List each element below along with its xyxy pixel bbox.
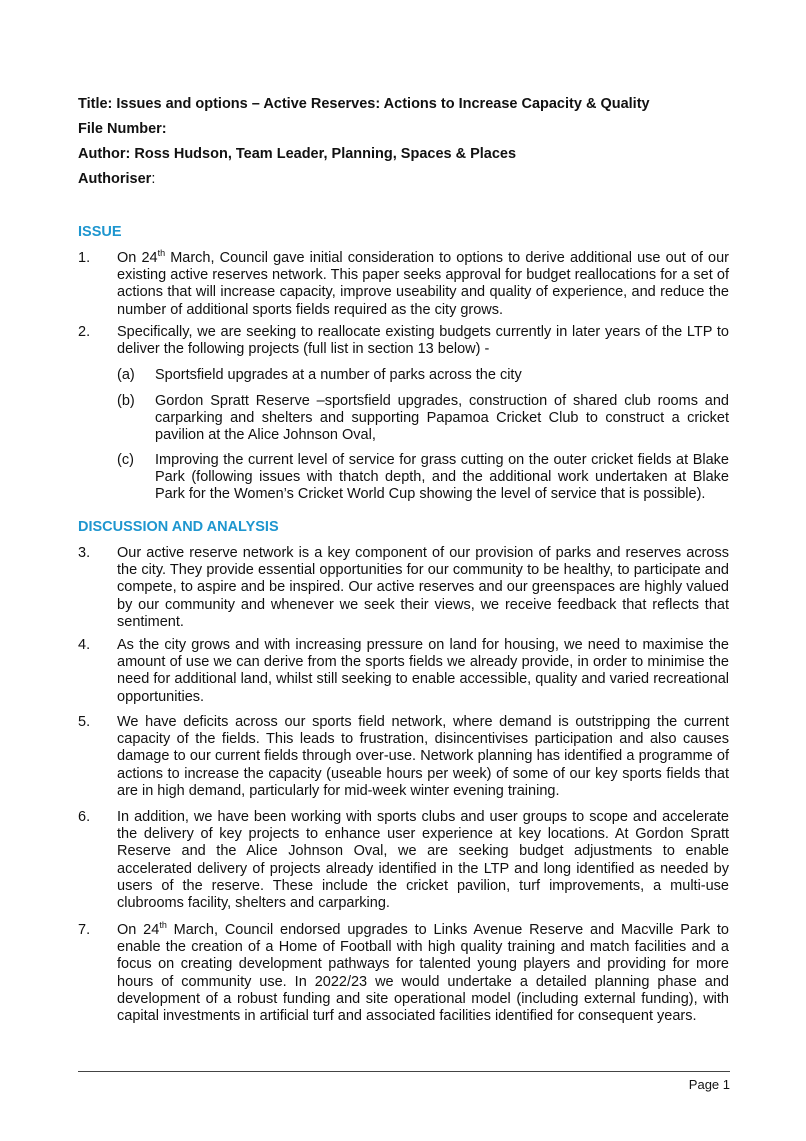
footer-divider: [78, 1071, 730, 1072]
paragraph-text-rest: March, Council endorsed upgrades to Links Avenue Reserve and Macville Park to enable the creation of a Home of Football with high quality training and match facilities and a focus on creating development pathways for talented young players and providing for more hours of community use. In 2022/23 we would undertake a detailed planning phase and development of a robust funding and site operational model (including external funding), with capital investments in artificial turf and associated facilities identified for consequent years.: [117, 922, 729, 1025]
paragraph-text: [117, 250, 729, 319]
sub-item-text: Sportsfield upgrades at a number of parks across the city: [155, 367, 522, 383]
authoriser-line: [78, 171, 728, 188]
paragraph-text-start: On 24: [117, 922, 160, 938]
paragraph-2: [78, 324, 729, 358]
paragraph-text: Specifically, we are seeking to reallocate existing budgets currently in later years of the LTP to deliver the following projects (full list in section 13 below) -: [117, 324, 729, 358]
paragraph-1: [78, 250, 729, 319]
sub-item-text: Improving the current level of service for grass cutting on the outer cricket fields at Blake Park (following issues with thatch depth, and the additional work undertaken at Blake Park for the Women’s Cricket World Cup showing the level of service that is possible).: [155, 452, 729, 503]
sub-item-text: Gordon Spratt Reserve –sportsfield upgrades, construction of shared club rooms and carparking and shelters and supporting Papamoa Cricket Club to construct a cricket pavilion at the Alice Johnson Oval,: [155, 393, 729, 444]
paragraph-number: 3.: [78, 545, 91, 561]
ordinal-suffix: th: [157, 248, 166, 258]
paragraph-number: 7.: [78, 922, 91, 938]
authoriser-colon: :: [151, 171, 156, 187]
paragraph-text-rest: March, Council gave initial consideration to options to derive additional use out of our existing active reserves network. This paper seeks approval for budget reallocations for a set of actions that will increase capacity, improve useability and quality of experience, and reduce the number of additional sports fields required as the city grows.: [117, 250, 730, 318]
paragraph-text: As the city grows and with increasing pressure on land for housing, we need to maximise the amount of use we can derive from the sports fields we already provide, in order to minimise the need for additional land, whilst still seeking to enable accessible, quality and varied recreational opportunities.: [117, 637, 729, 705]
title-line: Title: Issues and options – Active Reserves: Actions to Increase Capacity & Quality: [78, 96, 650, 112]
discussion-heading: DISCUSSION AND ANALYSIS: [78, 519, 279, 535]
page-number: Page 1: [688, 1077, 730, 1092]
paragraph-text: Our active reserve network is a key component of our provision of parks and reserves across the city. They provide essential opportunities for our community to be healthy, to participate and compete, to aspire and be inspired. Our active reserves and our greenspaces are highly valued by our community and whenever we seek their views, we receive feedback that reflects that sentiment.: [117, 545, 729, 630]
paragraph-number: 2.: [78, 324, 91, 340]
author-line: Author: Ross Hudson, Team Leader, Planning, Spaces & Places: [78, 146, 517, 162]
sub-item-a: [117, 367, 729, 384]
file-number-line: File Number:: [78, 121, 167, 137]
sub-item-b: [117, 393, 729, 445]
sub-item-letter: (c): [117, 452, 134, 468]
paragraph-5: [78, 714, 729, 800]
sub-item-c: [117, 452, 729, 504]
document-header: [78, 96, 728, 196]
ordinal-suffix: th: [159, 920, 167, 930]
paragraph-number: 6.: [78, 809, 91, 825]
paragraph-4: [78, 637, 729, 706]
paragraph-text-start: On 24: [117, 250, 158, 266]
paragraph-text: We have deficits across our sports field network, where demand is outstripping the current capacity of the fields. This leads to frustration, disincentivises participation and also causes damage to our current fields through over-use. Network planning has identified a programme of actions to increase the capacity (useable hours per week) of some of our key sports fields that are in high demand, particularly for mid-week winter evening training.: [117, 714, 729, 799]
paragraph-number: 4.: [78, 637, 91, 653]
paragraph-3: [78, 545, 729, 631]
paragraph-number: 5.: [78, 714, 91, 730]
paragraph-7: [78, 922, 729, 1025]
authoriser-label: Authoriser: [78, 171, 152, 187]
sub-item-letter: (a): [117, 367, 135, 383]
paragraph-text: In addition, we have been working with sports clubs and user groups to scope and accelerate the delivery of key projects to enhance user experience at key locations. At Gordon Spratt Reserve and the Alice Johnson Oval, we are seeking budget adjustments to enable accelerated delivery of projects already identified in the LTP and long identified as needed by users of the reserve. These include the cricket pavilion, turf improvements, a multi-use clubrooms facility, shelters and carparking.: [117, 809, 729, 912]
paragraph-number: 1.: [78, 250, 91, 266]
sub-item-letter: (b): [117, 393, 135, 409]
issue-heading: ISSUE: [78, 224, 122, 240]
paragraph-text: [117, 922, 729, 1025]
paragraph-6: [78, 809, 729, 912]
